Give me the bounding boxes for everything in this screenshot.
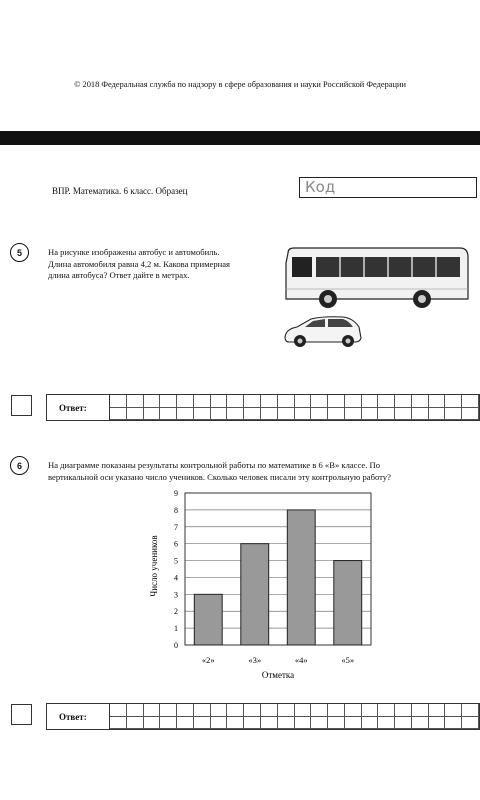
answer-cell[interactable] [144, 704, 161, 717]
copyright-notice: © 2018 Федеральная служба по надзору в сфере образования и науки Российской Федерации [74, 80, 406, 89]
y-tick-label: 1 [174, 624, 178, 634]
answer-cell[interactable] [412, 395, 429, 408]
answer-cell[interactable] [160, 717, 177, 730]
answer-cell[interactable] [127, 717, 144, 730]
answer-cell[interactable] [144, 408, 161, 421]
answer-cell[interactable] [445, 395, 462, 408]
answer-cell[interactable] [194, 395, 211, 408]
answer-cell[interactable] [429, 408, 446, 421]
answer-cell[interactable] [362, 717, 379, 730]
answer-cell[interactable] [211, 717, 228, 730]
answer-cell[interactable] [328, 395, 345, 408]
answer-cell[interactable] [295, 704, 312, 717]
answer-cell[interactable] [160, 704, 177, 717]
y-tick-label: 2 [174, 607, 178, 617]
answer-cell[interactable] [144, 395, 161, 408]
answer-cell[interactable] [227, 395, 244, 408]
x-tick-label: «2» [201, 655, 215, 665]
page-title: ВПР. Математика. 6 класс. Образец [52, 186, 188, 196]
y-tick-label: 6 [174, 539, 178, 549]
answer-cell[interactable] [345, 717, 362, 730]
answer-cell[interactable] [362, 704, 379, 717]
answer-cell[interactable] [378, 395, 395, 408]
task-5-line-1: На рисунке изображены автобус и автомобиль. [48, 247, 220, 257]
answer-cell[interactable] [295, 408, 312, 421]
answer-cell[interactable] [194, 717, 211, 730]
task-5-answer-grid[interactable] [110, 395, 479, 420]
answer-cell[interactable] [429, 704, 446, 717]
answer-cell[interactable] [429, 717, 446, 730]
answer-cell[interactable] [311, 704, 328, 717]
answer-cell[interactable] [362, 408, 379, 421]
answer-cell[interactable] [211, 408, 228, 421]
answer-cell[interactable] [295, 717, 312, 730]
task-5-number: 5 [10, 243, 29, 262]
answer-cell[interactable] [462, 717, 479, 730]
answer-cell[interactable] [244, 704, 261, 717]
y-tick-label: 8 [174, 505, 178, 515]
answer-cell[interactable] [177, 395, 194, 408]
y-tick-label: 3 [174, 590, 178, 600]
answer-cell[interactable] [194, 408, 211, 421]
answer-cell[interactable] [278, 704, 295, 717]
answer-cell[interactable] [429, 395, 446, 408]
y-tick-label: 4 [174, 573, 178, 583]
answer-cell[interactable] [395, 408, 412, 421]
answer-cell[interactable] [177, 704, 194, 717]
x-axis-label: Отметка [261, 670, 295, 680]
answer-cell[interactable] [328, 704, 345, 717]
answer-cell[interactable] [127, 408, 144, 421]
task-5-answer-row[interactable] [46, 394, 480, 421]
task-6-answer-grid[interactable] [110, 704, 479, 729]
answer-cell[interactable] [211, 704, 228, 717]
bar-chart [145, 486, 385, 686]
answer-cell[interactable] [378, 704, 395, 717]
answer-cell[interactable] [278, 395, 295, 408]
answer-cell[interactable] [110, 704, 127, 717]
code-label: Код [305, 178, 336, 196]
answer-cell[interactable] [110, 395, 127, 408]
answer-cell[interactable] [244, 408, 261, 421]
answer-cell[interactable] [445, 717, 462, 730]
task-6-answer-label: Ответ: [47, 704, 110, 729]
answer-cell[interactable] [345, 408, 362, 421]
answer-cell[interactable] [362, 395, 379, 408]
header-band [0, 131, 480, 145]
answer-cell[interactable] [211, 395, 228, 408]
answer-cell[interactable] [160, 395, 177, 408]
task-6-line-2: вертикальной оси указано число учеников. Сколько человек писали эту контрольную работу? [48, 471, 391, 482]
answer-cell[interactable] [395, 704, 412, 717]
bus-image [282, 245, 472, 311]
answer-cell[interactable] [261, 717, 278, 730]
answer-cell[interactable] [127, 704, 144, 717]
task-6-check-box[interactable] [11, 704, 32, 725]
answer-cell[interactable] [110, 717, 127, 730]
task-5-line-2: Длина автомобиля равна 4,2 м. Какова примерная [48, 258, 230, 269]
y-tick-label: 7 [174, 522, 178, 532]
task-6-number: 6 [10, 456, 29, 475]
bar-3 [241, 544, 269, 645]
answer-cell[interactable] [227, 408, 244, 421]
task-5-line-3: длина автобуса? Ответ дайте в метрах. [48, 270, 190, 280]
task-5-answer-label: Ответ: [47, 395, 110, 420]
bar-2 [194, 594, 222, 645]
answer-cell[interactable] [412, 717, 429, 730]
task-5-text [48, 247, 230, 282]
answer-cell[interactable] [244, 395, 261, 408]
answer-cell[interactable] [295, 395, 312, 408]
answer-cell[interactable] [144, 717, 161, 730]
answer-cell[interactable] [227, 704, 244, 717]
answer-cell[interactable] [445, 704, 462, 717]
answer-cell[interactable] [311, 395, 328, 408]
answer-cell[interactable] [345, 704, 362, 717]
answer-cell[interactable] [462, 408, 479, 421]
task-6-line-1: На диаграмме показаны результаты контрольной работы по математике в 6 «В» классе. По [48, 460, 381, 470]
answer-cell[interactable] [328, 408, 345, 421]
answer-cell[interactable] [160, 408, 177, 421]
answer-cell[interactable] [278, 717, 295, 730]
answer-cell[interactable] [110, 408, 127, 421]
x-tick-label: «5» [341, 655, 355, 665]
answer-cell[interactable] [345, 395, 362, 408]
answer-cell[interactable] [462, 704, 479, 717]
answer-cell[interactable] [412, 704, 429, 717]
answer-cell[interactable] [328, 717, 345, 730]
y-tick-label: 9 [174, 489, 178, 498]
answer-cell[interactable] [445, 408, 462, 421]
bar-5 [334, 561, 362, 645]
task-6-text [48, 460, 480, 483]
answer-cell[interactable] [127, 395, 144, 408]
y-tick-label: 0 [174, 641, 178, 650]
task-5-check-box[interactable] [11, 395, 32, 416]
bar-4 [287, 510, 315, 645]
answer-cell[interactable] [378, 408, 395, 421]
answer-cell[interactable] [177, 717, 194, 730]
answer-cell[interactable] [261, 704, 278, 717]
x-tick-label: «4» [294, 655, 308, 665]
answer-cell[interactable] [261, 408, 278, 421]
answer-cell[interactable] [311, 717, 328, 730]
y-axis-label: Число учеников [149, 535, 159, 597]
answer-cell[interactable] [261, 395, 278, 408]
task-6-answer-row[interactable] [46, 703, 480, 730]
y-tick-label: 5 [174, 556, 178, 566]
answer-cell[interactable] [462, 395, 479, 408]
answer-cell[interactable] [395, 717, 412, 730]
car-image [283, 313, 363, 348]
answer-cell[interactable] [311, 408, 328, 421]
answer-cell[interactable] [378, 717, 395, 730]
answer-cell[interactable] [278, 408, 295, 421]
answer-cell[interactable] [244, 717, 261, 730]
answer-cell[interactable] [194, 704, 211, 717]
answer-cell[interactable] [227, 717, 244, 730]
answer-cell[interactable] [412, 408, 429, 421]
x-tick-label: «3» [248, 655, 262, 665]
answer-cell[interactable] [177, 408, 194, 421]
answer-cell[interactable] [395, 395, 412, 408]
